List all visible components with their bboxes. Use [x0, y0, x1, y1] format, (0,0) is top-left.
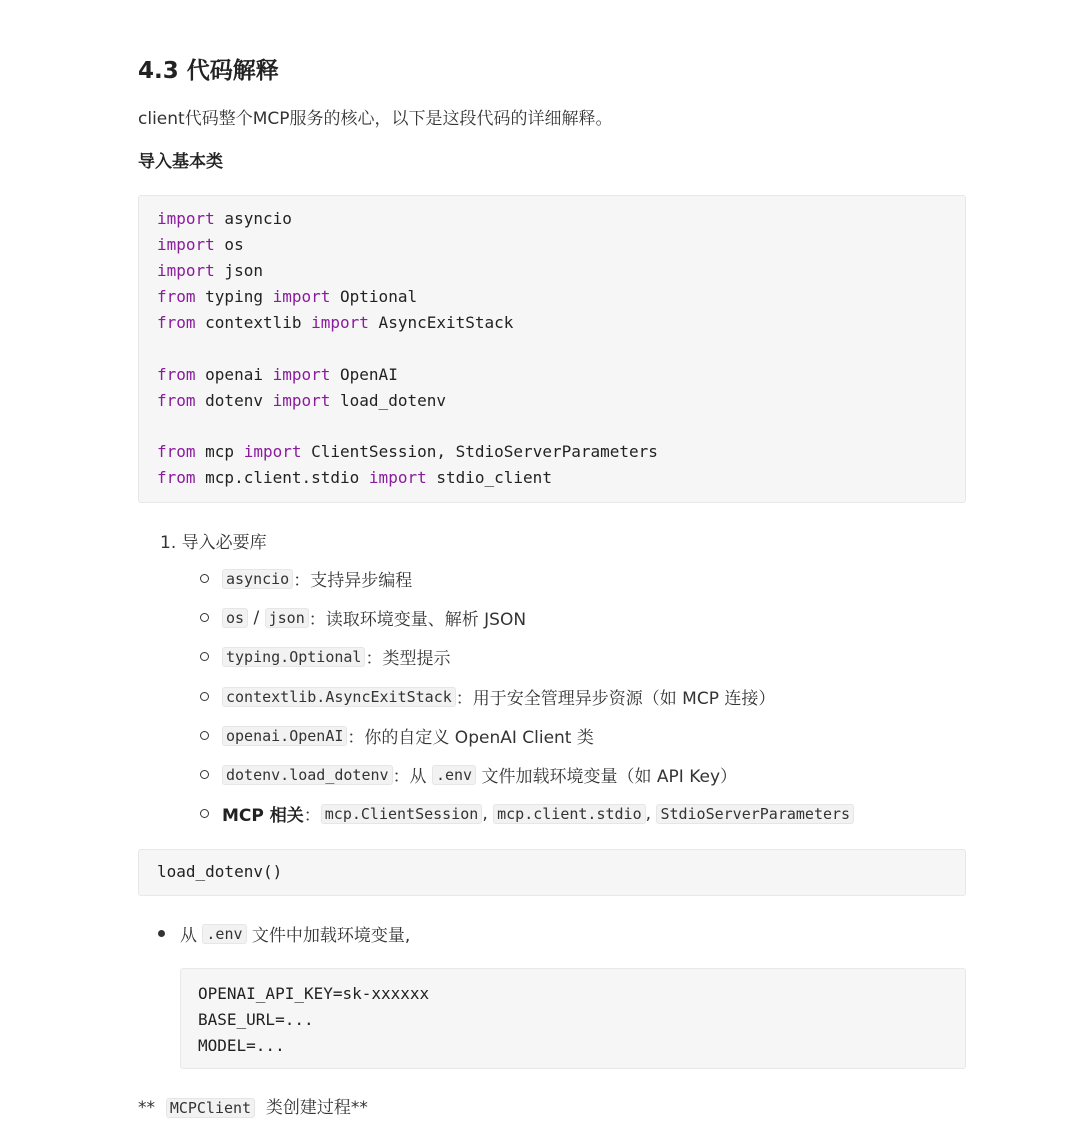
footer-text: 类创建过程** — [260, 1098, 368, 1118]
list-item — [200, 605, 526, 630]
list-item-text: ：类型提示 — [365, 649, 451, 669]
inline-code: dotenv.load_dotenv — [222, 765, 393, 785]
footer-heading — [138, 1093, 368, 1118]
separator: , — [482, 803, 494, 824]
inline-code: typing.Optional — [222, 647, 365, 667]
intro-paragraph: client代码整个MCP服务的核心，以下是这段代码的详细解释。 — [138, 109, 613, 129]
code-line: MODEL=... — [198, 1036, 285, 1055]
circle-bullet-icon — [200, 692, 209, 701]
code-line: from openai import OpenAI — [157, 365, 398, 384]
code-line: import json — [157, 261, 263, 280]
circle-bullet-icon — [200, 809, 209, 818]
inline-code: openai.OpenAI — [222, 726, 347, 746]
inline-code: .env — [202, 924, 246, 944]
code-line: OPENAI_API_KEY=sk-xxxxxx — [198, 984, 430, 1003]
list-item-text: ：支持异步编程 — [293, 571, 413, 591]
list-item-text: ：你的自定义 OpenAI Client 类 — [347, 728, 594, 748]
separator: / — [248, 607, 265, 628]
sub-heading: 导入基本类 — [138, 152, 223, 172]
inline-code: StdioServerParameters — [656, 804, 854, 824]
code-line: from mcp import ClientSession, StdioServerParameters — [157, 442, 658, 461]
list-item — [200, 644, 450, 669]
footer-text: ** — [138, 1098, 161, 1118]
code-line: import asyncio — [157, 209, 292, 228]
list-item — [200, 723, 594, 748]
list-item — [200, 762, 737, 787]
circle-bullet-icon — [200, 613, 209, 622]
code-line: load_dotenv() — [157, 862, 283, 881]
list-item-text: 文件加载环境变量（如 API Key） — [476, 767, 738, 787]
code-line: BASE_URL=... — [198, 1010, 314, 1029]
code-line: from typing import Optional — [157, 287, 418, 306]
inline-code: mcp.ClientSession — [321, 804, 483, 824]
list-item — [158, 921, 410, 946]
list-item — [200, 684, 775, 709]
section-title: 4.3 代码解释 — [138, 58, 279, 84]
disc-bullet-icon — [158, 930, 165, 937]
code-block-env-file[interactable] — [180, 968, 966, 1069]
inline-code: contextlib.AsyncExitStack — [222, 687, 456, 707]
code-line: from contextlib import AsyncExitStack — [157, 313, 514, 332]
code-block-load-dotenv[interactable] — [138, 849, 966, 896]
list-item-text: ：用于安全管理异步资源（如 MCP 连接） — [455, 689, 776, 709]
list-item — [200, 801, 854, 826]
list-item — [200, 566, 412, 591]
ordered-list-item: 1. 导入必要库 — [160, 533, 267, 553]
circle-bullet-icon — [200, 770, 209, 779]
list-item-text: ：从 — [392, 767, 432, 787]
inline-code: json — [265, 608, 309, 628]
inline-code: asyncio — [222, 569, 293, 589]
list-item-label: MCP 相关 — [222, 806, 304, 826]
inline-code: MCPClient — [166, 1098, 255, 1118]
list-item-text: ：读取环境变量、解析 JSON — [308, 610, 527, 630]
code-line: import os — [157, 235, 244, 254]
separator: ： — [303, 806, 321, 826]
inline-code: os — [222, 608, 248, 628]
circle-bullet-icon — [200, 652, 209, 661]
inline-code: mcp.client.stdio — [493, 804, 646, 824]
list-item-text: 文件中加载环境变量, — [246, 926, 411, 946]
code-line: from dotenv import load_dotenv — [157, 391, 446, 410]
list-item-text: 从 — [180, 926, 203, 946]
code-block-imports[interactable] — [138, 195, 966, 503]
circle-bullet-icon — [200, 731, 209, 740]
circle-bullet-icon — [200, 574, 209, 583]
separator: , — [645, 803, 657, 824]
inline-code: .env — [432, 765, 476, 785]
code-line: from mcp.client.stdio import stdio_client — [157, 468, 552, 487]
